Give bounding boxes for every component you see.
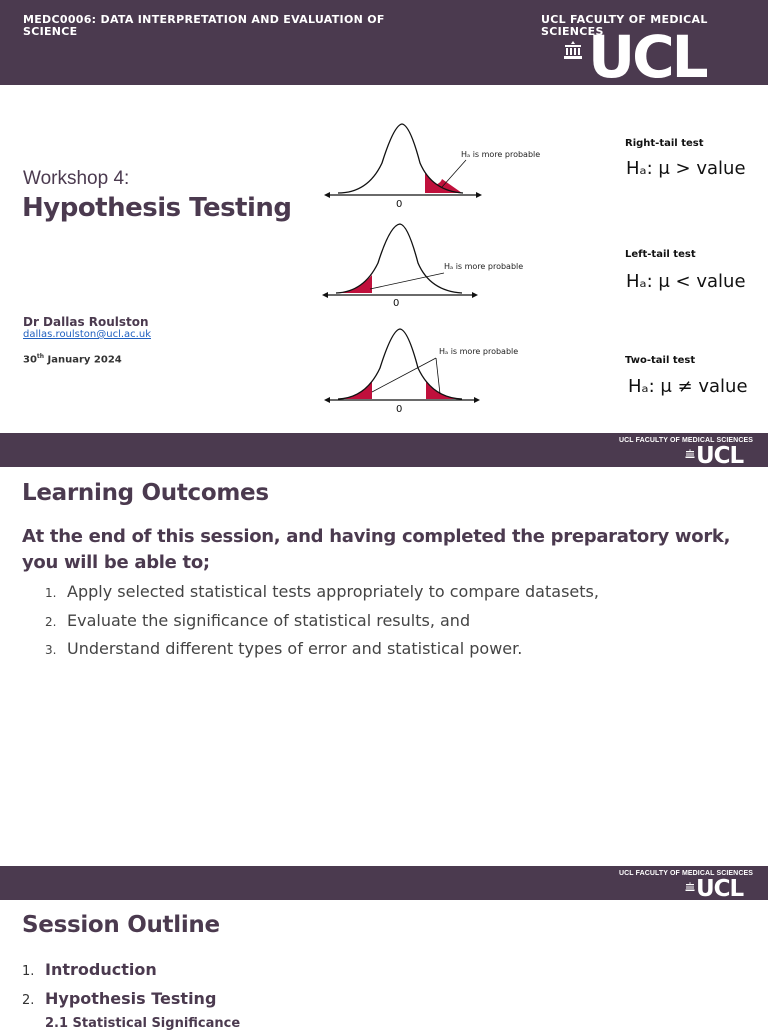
left-tail-annotation: Hₐ is more probable	[444, 262, 524, 271]
session-outline-subitem: 2.1 Statistical Significance	[45, 1016, 241, 1031]
list-item: 1. Introduction	[22, 960, 157, 979]
two-tail-zero-label: 0	[396, 404, 403, 415]
left-tail-equation: Hₐ: μ < value	[626, 271, 746, 292]
slide3-ucl-portico-icon	[685, 882, 695, 891]
right-tail-test-label: Right-tail test	[625, 138, 704, 149]
two-tail-pointer-right	[436, 358, 440, 394]
two-tail-test-label: Two-tail test	[625, 355, 696, 366]
two-tail-left-area	[338, 382, 372, 399]
left-tail-zero-label: 0	[393, 298, 400, 309]
left-tail-test-label: Left-tail test	[625, 249, 696, 260]
slide3-faculty-name: UCL FACULTY OF MEDICAL SCIENCES	[619, 870, 754, 877]
two-tail-annotation: Hₐ is more probable	[439, 347, 519, 356]
course-title: MEDC0006: DATA INTERPRETATION AND EVALUATION OF SCIENCE	[23, 13, 385, 38]
slide2-faculty-name: UCL FACULTY OF MEDICAL SCIENCES	[619, 437, 754, 444]
two-tail-curve	[338, 329, 462, 399]
left-tail-distribution-diagram	[320, 215, 560, 315]
two-tail-distribution-diagram	[320, 320, 560, 420]
slide3-ucl-logo: UCL	[696, 876, 744, 902]
slide2-ucl-portico-icon	[685, 449, 695, 458]
two-tail-right-area	[426, 382, 462, 399]
ucl-logo: UCL	[588, 23, 706, 91]
session-outline-list	[22, 960, 216, 1017]
faculty-name: UCL FACULTY OF MEDICAL SCIENCES	[541, 13, 708, 38]
slide2-ucl-logo: UCL	[696, 443, 744, 469]
author-name: Dr Dallas Roulston	[23, 315, 149, 329]
right-tail-equation: Hₐ: μ > value	[626, 158, 746, 179]
learning-outcomes-intro: At the end of this session, and having completed the preparatory work, you will be able to;	[22, 526, 731, 573]
right-tail-zero-label: 0	[396, 199, 403, 210]
left-tail-area	[336, 275, 372, 293]
left-tail-pointer	[370, 273, 444, 289]
list-item: 2. Evaluate the significance of statistical results, and	[45, 610, 471, 630]
right-tail-annotation: Hₐ is more probable	[461, 150, 541, 159]
list-item: 1. Apply selected statistical tests appropriately to compare datasets,	[45, 582, 599, 601]
presentation-date: 30th January 2024	[23, 353, 122, 366]
two-tail-equation: Hₐ: μ ≠ value	[628, 376, 748, 397]
learning-outcomes-title: Learning Outcomes	[22, 480, 269, 506]
workshop-label: Workshop 4:	[23, 168, 130, 189]
ucl-portico-icon	[563, 41, 583, 59]
learning-outcomes-list	[22, 582, 599, 668]
session-outline-title: Session Outline	[22, 912, 220, 938]
right-tail-distribution-diagram	[320, 115, 560, 215]
slide-title: Hypothesis Testing	[22, 193, 292, 223]
right-tail-pointer	[442, 160, 466, 187]
list-item: 3. Understand different types of error and statistical power.	[45, 639, 523, 658]
list-item: 2. Hypothesis Testing	[22, 988, 217, 1008]
author-email-link[interactable]: dallas.roulston@ucl.ac.uk	[23, 329, 151, 340]
